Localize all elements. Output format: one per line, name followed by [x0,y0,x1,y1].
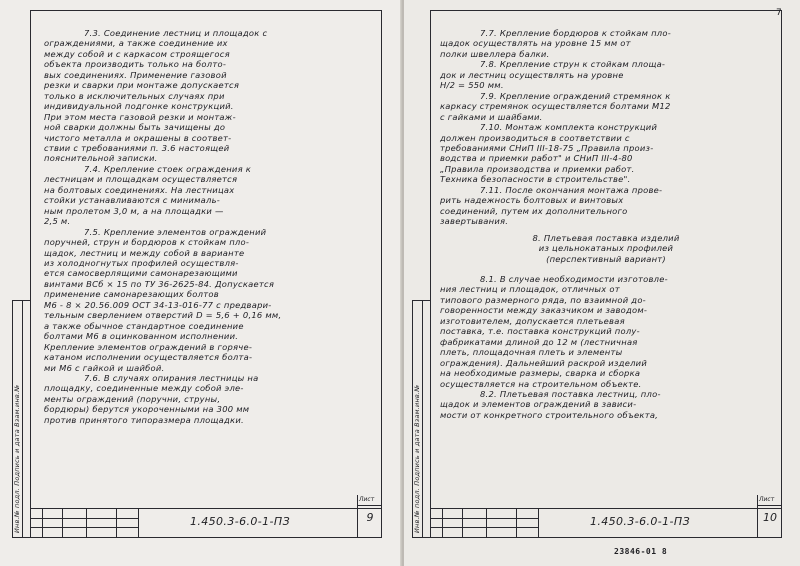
text-line: против принятого типоразмера площадки. [44,414,244,425]
text-line: рить надежность болтовых и винтовых [440,195,624,206]
text-line: фабрикатами длиной до 12 м (лестничная [440,336,638,347]
text-line: М6 - 8 × 20.56.009 ОСТ 34-13-016-77 с предвари- [44,299,272,310]
text-line: а также обычное стандартное соединение [44,320,244,331]
margin-strip [412,300,431,538]
sheet-label: Лист [359,496,375,503]
paragraph [440,91,772,122]
text-line: только в исключительных случаях при [44,90,225,101]
text-line: поставка, т.е. поставка конструкций полу- [440,326,640,337]
section-title-line: (перспективный вариант) [546,253,666,264]
text-line: ния лестниц и площадок, отличных от [440,284,620,295]
text-line: применение самонарезающих болтов [44,289,219,300]
text-line: должен производиться в соответствии с [440,132,630,143]
text-line: 2,5 м. [44,216,71,227]
text-line: мости от конкретного строительного объекта, [440,409,659,420]
text-line: щадок и элементов ограждений в зависи- [440,399,637,410]
text-line: типового размерного ряда, по взаимной до- [440,294,646,305]
text-line: поручней, струн и бордюров к стойкам пло- [44,237,250,248]
paragraph [44,164,372,227]
paragraph [440,28,772,59]
text-line: Н/2 = 550 мм. [440,80,504,91]
text-line: ограждениями, а также соединение их [44,38,228,49]
title-block [30,496,382,537]
section-title-line: из цельнокатаных профилей [538,243,674,254]
text-line: полки швеллера балки. [440,48,550,59]
archive-stamp: 23846-01 8 [614,547,668,556]
text-line: с гайками и шайбами. [440,111,543,122]
paragraph [44,373,372,425]
text-line: 7.8. Крепление струн к стойкам площа- [480,59,666,70]
sheet-number: 10 [763,511,777,524]
text-line: из холодногнутых профилей осуществля- [44,257,239,268]
paragraph [440,274,772,389]
sheet-label: Лист [759,496,775,503]
text-line: плеть, площадочная плеть и элементы [440,347,623,358]
paragraph [440,389,772,420]
text-line: щадок осуществлять на уровне 15 мм от [440,38,631,49]
text-line: щадок, лестниц и между собой в варианте [44,247,245,258]
text-line: на болтовых соединениях. На лестницах [44,184,235,195]
paragraph [44,227,372,373]
paragraph [440,185,772,227]
text-line: 7.4. Крепление стоек ограждения к [84,163,252,174]
text-line: При этом места газовой резки и монтаж- [44,111,236,122]
text-line: лестницам и площадкам осуществляется [44,174,238,185]
sheet-box [357,495,382,537]
text-line: 8.1. В случае необходимости изготовле- [480,273,668,284]
paragraph [44,28,372,164]
text-line: 7.6. В случаях опирания лестницы на [84,372,259,383]
text-line: ми М6 с гайкой и шайбой. [44,362,165,373]
paragraph [440,122,772,185]
text-line: Техника безопасности в строительстве". [440,174,631,185]
document-designation: 1.450.3-6.0-1-ПЗ [589,515,691,528]
text-line: индивидуальной подгонке конструкций. [44,101,234,112]
margin-strip [12,300,31,538]
text-line: каркасу стремянок осуществляется болтами М12 [440,101,671,112]
title-block [430,496,782,537]
text-line: „Правила производства и приемки работ. [440,163,635,174]
text-line: Крепление элементов ограждений в горяче- [44,341,253,352]
text-line: 7.11. После окончания монтажа прове- [480,184,663,195]
corner-mark: 7 [776,8,782,18]
right-page [404,0,800,566]
left-page-body [44,28,372,425]
text-line: катаном исполнении осуществляется болта- [44,352,253,363]
text-line: винтами ВСб × 15 по ТУ 36-2625-84. Допускается [44,278,275,289]
text-line: 7.7. Крепление бордюров к стойкам пло- [480,28,671,38]
text-line: вых соединениях. Применение газовой [44,69,227,80]
section-title [440,233,772,264]
paragraph [440,59,772,90]
text-line: 7.3. Соединение лестниц и площадок с [84,28,268,38]
text-line: требованиями СНиП III-18-75 „Правила произ- [440,142,654,153]
text-line: 7.5. Крепление элементов ограждений [84,226,267,237]
text-line: тельным сверлением отверстий D = 5,6 + 0,16 мм, [44,310,282,321]
right-page-body [440,28,772,420]
text-line: на необходимые размеры, сварка и сборка [440,368,641,379]
text-line: бордюры) берутся укороченными на 300 мм [44,404,250,415]
text-line: резки и сварки при монтаже допускается [44,80,240,91]
sheet-number: 9 [366,511,374,524]
text-line: 8.2. Плетьевая поставка лестниц, пло- [480,388,661,399]
text-line: 7.9. Крепление ограждений стремянок к [480,90,671,101]
text-line: чистого металла и окрашены в соответ- [44,132,232,143]
text-line: ствии с требованиями п. 3.6 настоящей [44,142,230,153]
text-line: менты ограждений (поручни, струны, [44,393,221,404]
margin-strip-label: Инв.№ подл. Подпись и дата Взам.инв.№ [413,384,421,533]
text-line: между собой и с каркасом строящегося [44,48,230,59]
text-line: соединений, путем их дополнительного [440,205,628,216]
document-designation: 1.450.3-6.0-1-ПЗ [189,515,291,528]
text-line: изготовителем, допускается плетьевая [440,315,625,326]
text-line: осуществляется на строительном объекте. [440,378,642,389]
text-line: ной сварки должны быть зачищены до [44,122,226,133]
margin-strip-label: Инв.№ подл. Подпись и дата Взам.инв.№ [13,384,21,533]
text-line: объекта производить только на болто- [44,59,227,70]
section-title-line: 8. Плетьевая поставка изделий [532,232,680,243]
text-line: ограждения). Дальнейший раскрой изделий [440,357,648,368]
text-line: ется самосверлящими самонарезающими [44,268,238,279]
text-line: болтами М6 в оцинкованном исполнении. [44,331,239,342]
text-line: площадку, соединенные между собой эле- [44,383,244,394]
text-line: ным пролетом 3,0 м, а на площадки — [44,205,224,216]
sheet-box [757,495,782,537]
text-line: стойки устанавливаются с минималь- [44,195,221,206]
text-line: говоренности между заказчиком и заводом- [440,305,648,316]
text-line: док и лестниц осуществлять на уровне [440,69,624,80]
text-line: 7.10. Монтаж комплекта конструкций [480,122,658,133]
text-line: завертывания. [440,216,509,227]
text-line: пояснительной записки. [44,153,158,164]
text-line: водства и приемки работ" и СНиП III-4-80 [440,153,633,164]
